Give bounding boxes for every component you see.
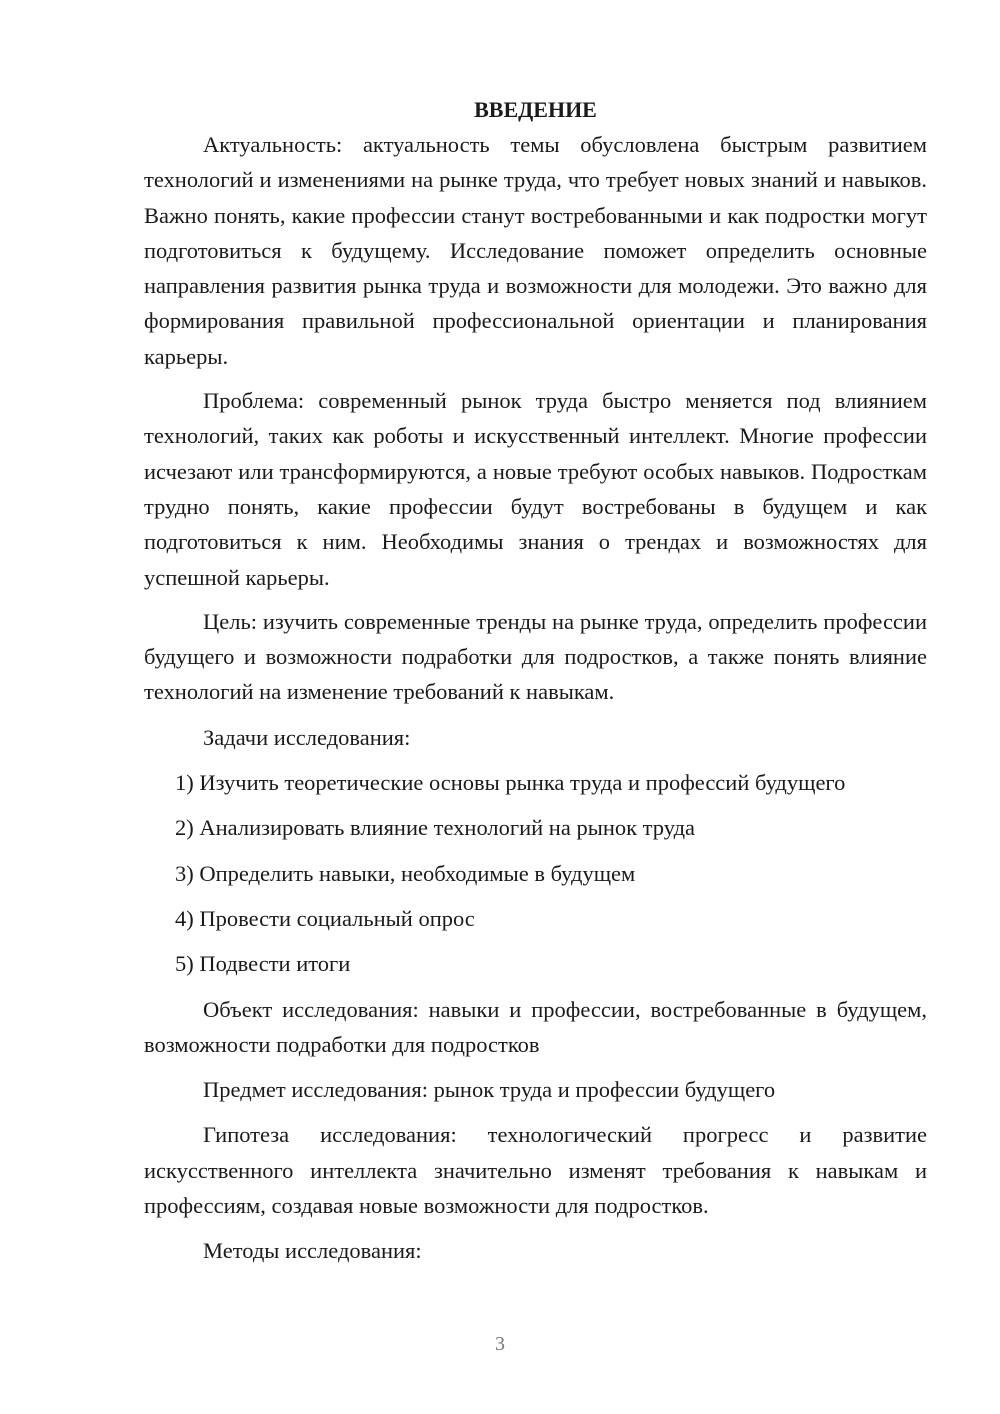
paragraph-hypothesis: Гипотеза исследования: технологический прогресс и развитие искусственного интеллекта значительно изменят требования к навыкам и профессиям, создавая новые возможности для подростков.: [144, 1122, 927, 1219]
page-number: 3: [495, 1333, 505, 1355]
list-item: 3) Определить навыки, необходимые в будущем: [175, 860, 636, 886]
list-item: 4) Провести социальный опрос: [175, 905, 475, 931]
list-item: 5) Подвести итоги: [175, 951, 351, 977]
list-item: 1) Изучить теоретические основы рынка труда и профессий будущего: [175, 770, 846, 796]
paragraph-object: Объект исследования: навыки и профессии, востребованные в будущем, возможности подработки для подростков: [144, 996, 927, 1057]
document-page: [144, 92, 927, 1269]
list-item: 2) Анализировать влияние технологий на рынок труда: [175, 815, 696, 841]
page-title: ВВЕДЕНИЕ: [474, 97, 597, 122]
paragraph-subject: Предмет исследования: рынок труда и профессии будущего: [203, 1077, 776, 1103]
tasks-heading: Задачи исследования:: [203, 724, 411, 750]
paragraph-problem: Проблема: современный рынок труда быстро меняется под влиянием технологий, таких как роботы и искусственный интеллект. Многие профессии исчезают или трансформируются, а новые требуют особых навыков. Подросткам трудно понять, какие профессии будут востребованы в будущем и как подготовиться к ним. Необходимы знания о трендах и возможностях для успешной карьеры.: [144, 388, 927, 590]
paragraph-methods: Методы исследования:: [203, 1238, 422, 1264]
tasks-list: [144, 765, 927, 981]
paragraph-goal: Цель: изучить современные тренды на рынке труда, определить профессии будущего и возможности подработки для подростков, а также понять влияние технологий на изменение требований к навыкам.: [144, 608, 927, 705]
paragraph-relevance: Актуальность: актуальность темы обусловлена быстрым развитием технологий и изменениями на рынке труда, что требует новых знаний и навыков. Важно понять, какие профессии станут востребованными и как подростки могут подготовиться к будущему. Исследование поможет определить основные направления развития рынка труда и возможности для молодежи. Это важно для формирования правильной профессиональной ориентации и планирования карьеры.: [144, 132, 927, 369]
